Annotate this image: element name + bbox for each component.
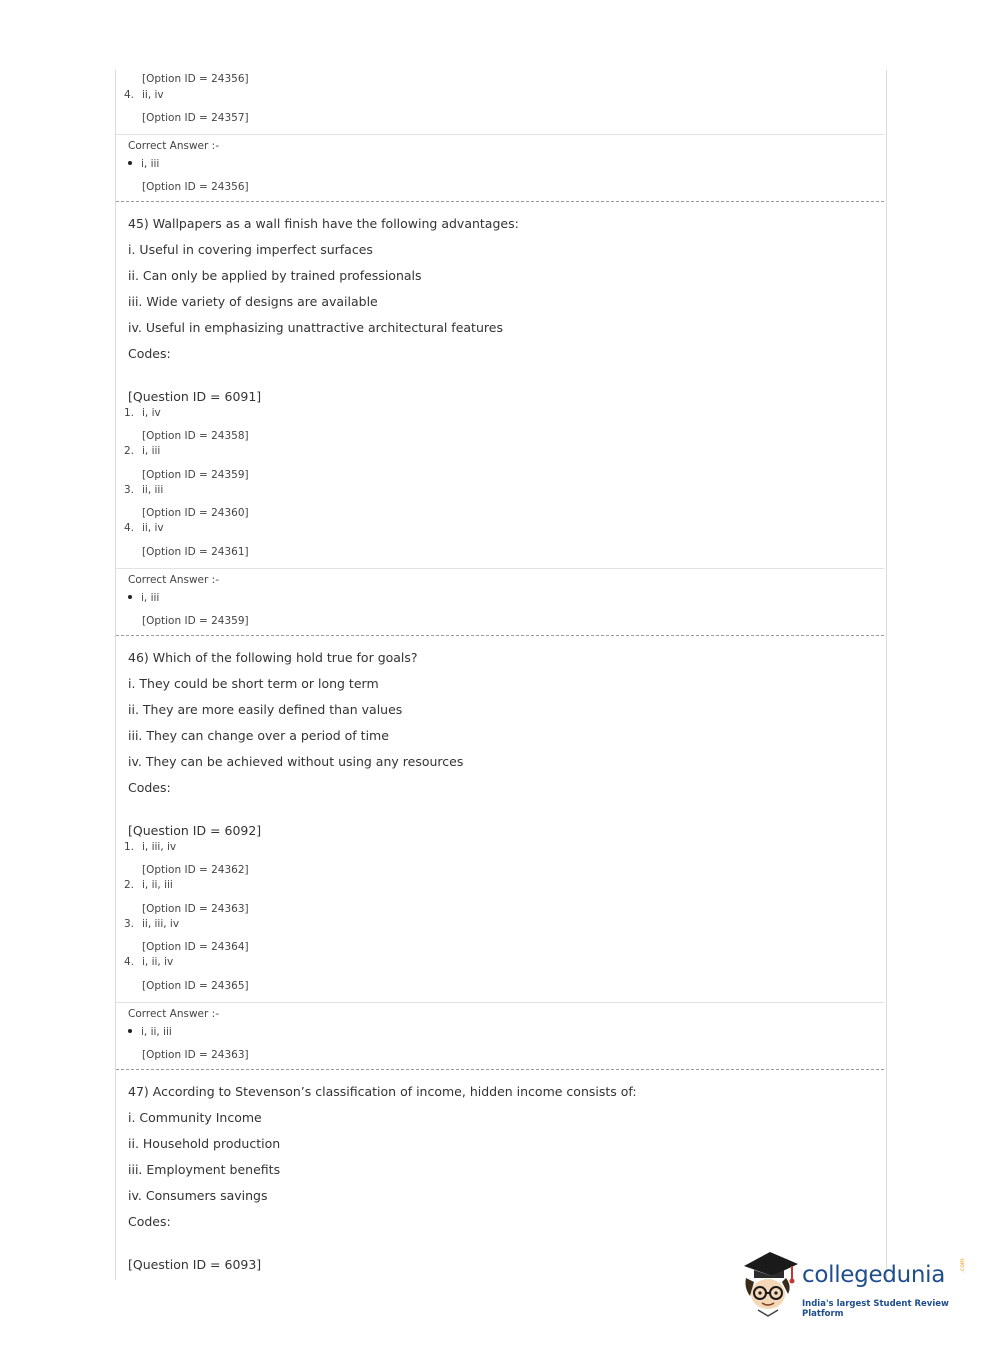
bullet-icon xyxy=(128,1029,132,1033)
question-separator xyxy=(116,201,884,202)
question-47-id: [Question ID = 6093] xyxy=(128,1257,262,1272)
question-46-title: 46) Which of the following hold true for goals? xyxy=(128,650,418,665)
option-number: 4. xyxy=(124,522,135,534)
bullet-icon xyxy=(128,161,132,165)
option-id: [Option ID = 24358] xyxy=(142,430,249,442)
divider xyxy=(116,134,884,135)
question-45-correct-option-id: [Option ID = 24359] xyxy=(142,615,249,627)
question-45-statement: ii. Can only be applied by trained professionals xyxy=(128,268,422,283)
option-id: [Option ID = 24364] xyxy=(142,941,249,953)
option-text: i, iv xyxy=(142,407,161,419)
question-46-id: [Question ID = 6092] xyxy=(128,823,262,838)
question-45-statement: i. Useful in covering imperfect surfaces xyxy=(128,242,373,257)
question-47-title: 47) According to Stevenson’s classification of income, hidden income consists of: xyxy=(128,1084,637,1099)
option-number: 1. xyxy=(124,841,135,853)
question-46-codes: Codes: xyxy=(128,780,171,795)
question-46-correct-option-id: [Option ID = 24363] xyxy=(142,1049,249,1061)
mascot-graduate-icon xyxy=(740,1248,802,1318)
question-47-statement: iii. Employment benefits xyxy=(128,1162,281,1177)
question-separator xyxy=(116,635,884,636)
question-46-correct-answer: i, ii, iii xyxy=(128,1026,172,1038)
option-number: 3. xyxy=(124,484,135,496)
logo-wordmark: collegedunia xyxy=(802,1262,946,1288)
option-id: [Option ID = 24363] xyxy=(142,903,249,915)
option-id: [Option ID = 24362] xyxy=(142,864,249,876)
prev-option4-number: 4. xyxy=(124,89,135,101)
question-45-statement: iii. Wide variety of designs are available xyxy=(128,294,378,309)
question-46-statement: iii. They can change over a period of time xyxy=(128,728,389,743)
option-number: 1. xyxy=(124,407,135,419)
option-number: 2. xyxy=(124,879,135,891)
prev-correct-option-id: [Option ID = 24356] xyxy=(142,181,249,193)
question-47-codes: Codes: xyxy=(128,1214,171,1229)
question-45-correct-answer-label: Correct Answer :- xyxy=(128,574,219,586)
question-47-statement: iv. Consumers savings xyxy=(128,1188,268,1203)
divider xyxy=(116,1002,884,1003)
prev-option4-id: [Option ID = 24357] xyxy=(142,112,249,124)
option-id: [Option ID = 24365] xyxy=(142,980,249,992)
divider xyxy=(116,568,884,569)
bullet-icon xyxy=(128,595,132,599)
question-45-id: [Question ID = 6091] xyxy=(128,389,262,404)
option-number: 2. xyxy=(124,445,135,457)
question-46-statement: i. They could be short term or long term xyxy=(128,676,379,691)
question-46-statement: ii. They are more easily defined than values xyxy=(128,702,403,717)
option-text: ii, iii xyxy=(142,484,164,496)
question-45-title: 45) Wallpapers as a wall finish have the following advantages: xyxy=(128,216,519,231)
logo-domain: .com xyxy=(959,1258,966,1273)
option-text: ii, iv xyxy=(142,522,164,534)
prev-option4-text: ii, iv xyxy=(142,89,164,101)
option-number: 3. xyxy=(124,918,135,930)
option-number: 4. xyxy=(124,956,135,968)
prev-correct-answer-label: Correct Answer :- xyxy=(128,140,219,152)
question-47-statement: i. Community Income xyxy=(128,1110,262,1125)
question-45-codes: Codes: xyxy=(128,346,171,361)
question-45-statement: iv. Useful in emphasizing unattractive architectural features xyxy=(128,320,503,335)
question-47-statement: ii. Household production xyxy=(128,1136,281,1151)
option-text: ii, iii, iv xyxy=(142,918,180,930)
prev-option3-id: [Option ID = 24356] xyxy=(142,73,249,85)
question-46-statement: iv. They can be achieved without using any resources xyxy=(128,754,464,769)
option-text: i, ii, iv xyxy=(142,956,174,968)
collegedunia-logo xyxy=(740,1248,972,1318)
option-text: i, iii xyxy=(142,445,161,457)
option-id: [Option ID = 24361] xyxy=(142,546,249,558)
option-text: i, iii, iv xyxy=(142,841,177,853)
option-text: i, ii, iii xyxy=(142,879,173,891)
option-id: [Option ID = 24360] xyxy=(142,507,249,519)
option-id: [Option ID = 24359] xyxy=(142,469,249,481)
question-separator xyxy=(116,1069,884,1070)
question-45-correct-answer: i, iii xyxy=(128,592,159,604)
prev-correct-answer: i, iii xyxy=(128,158,159,170)
logo-tagline: India's largest Student Review Platform xyxy=(802,1299,949,1319)
question-46-correct-answer-label: Correct Answer :- xyxy=(128,1008,219,1020)
